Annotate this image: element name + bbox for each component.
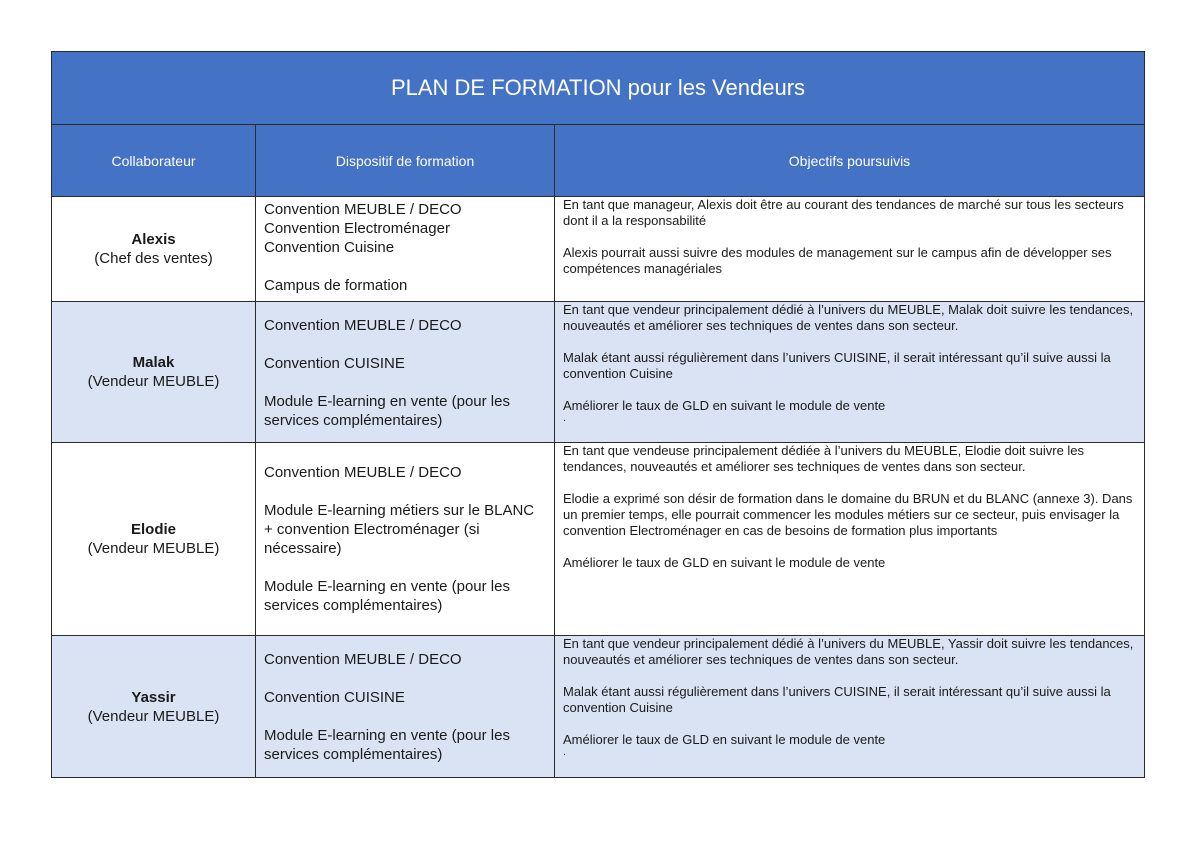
objectif-paragraph: En tant que manageur, Alexis doit être au courant des tendances de marché sur tous les secteurs dont il a la responsabilité [563,197,1124,228]
header-collaborateur: Collaborateur [52,125,256,196]
collaborateur-cell [52,302,256,442]
table-row-yassir [52,636,1144,777]
dispositif-item: Convention MEUBLE / DECO [264,317,462,334]
collaborateur-cell [52,636,256,777]
dispositif-cell [256,197,555,301]
objectifs-cell [555,443,1144,635]
objectif-paragraph: Elodie a exprimé son désir de formation dans le domaine du BRUN et du BLANC (annexe 3). Dans un premier temps, elle pourrait commencer les modules métiers sur ce secteur, puis envisager la convention Electroménager en cas de besoins de formation plus importants [563,491,1133,538]
table-title: PLAN DE FORMATION pour les Vendeurs [52,52,1144,125]
table-row-elodie [52,443,1144,636]
header-objectifs: Objectifs poursuivis [788,152,911,169]
collaborateur-name: Alexis [131,231,176,248]
objectif-paragraph: . [563,746,567,758]
dispositif-item: Module E-learning en vente (pour les services complémentaires) [264,393,510,429]
dispositif-cell [256,636,555,777]
dispositif-item: Convention MEUBLE / DECO [264,464,462,481]
objectif-paragraph: Alexis pourrait aussi suivre des modules de management sur le campus afin de développer ses compétences managériales [563,245,1112,276]
collaborateur-name: Malak [132,354,175,371]
objectif-paragraph: Améliorer le taux de GLD en suivant le module de vente [563,555,886,570]
collaborateur-role: (Vendeur MEUBLE) [87,373,220,390]
objectifs-cell [555,197,1144,301]
objectif-paragraph: Améliorer le taux de GLD en suivant le module de vente [563,398,886,413]
dispositif-item: Module E-learning en vente (pour les services complémentaires) [264,727,510,763]
collaborateur-name: Elodie [130,521,176,538]
column-header-row [52,125,1144,197]
collaborateur-role: (Vendeur MEUBLE) [87,707,220,725]
dispositif-item: Convention Cuisine [264,239,395,256]
objectif-paragraph: En tant que vendeur principalement dédié à l’univers du MEUBLE, Yassir doit suivre les tendances, nouveautés et améliorer ses techniques de ventes dans son secteur. [563,636,1134,667]
objectifs-cell [555,302,1144,442]
collaborateur-role: (Chef des ventes) [94,250,213,267]
objectif-paragraph: Améliorer le taux de GLD en suivant le module de vente [563,732,886,747]
collaborateur-name: Yassir [131,688,176,706]
objectifs-cell [555,636,1144,777]
training-plan-table [51,51,1145,778]
objectif-paragraph: Malak étant aussi régulièrement dans l’univers CUISINE, il serait intéressant qu’il suive aussi la convention Cuisine [563,350,1111,381]
collaborateur-role: (Vendeur MEUBLE) [87,540,220,557]
objectif-paragraph: En tant que vendeuse principalement dédiée à l’univers du MEUBLE, Elodie doit suivre les tendances, nouveautés et améliorer ses techniques de ventes dans son secteur. [563,443,1085,474]
table-row-alexis [52,197,1144,302]
table-row-malak [52,302,1144,443]
objectif-paragraph: En tant que vendeur principalement dédié à l’univers du MEUBLE, Malak doit suivre les tendances, nouveautés et améliorer ses techniques de ventes dans son secteur. [563,302,1134,333]
dispositif-item: Module E-learning métiers sur le BLANC + convention Electroménager (si nécessaire) [264,502,535,557]
collaborateur-cell [52,197,256,301]
objectif-paragraph: Malak étant aussi régulièrement dans l’univers CUISINE, il serait intéressant qu’il suive aussi la convention Cuisine [563,684,1111,715]
dispositif-cell [256,443,555,635]
dispositif-item: Convention Electroménager [264,220,450,237]
objectif-paragraph: . [563,412,567,424]
header-dispositif: Dispositif de formation [256,125,555,196]
dispositif-item: Module E-learning en vente (pour les services complémentaires) [264,578,510,614]
dispositif-item: Campus de formation [264,277,408,294]
dispositif-item: Convention MEUBLE / DECO [264,651,462,668]
dispositif-item: Convention CUISINE [264,355,405,372]
dispositif-item: Convention CUISINE [264,689,405,706]
dispositif-cell [256,302,555,442]
collaborateur-cell [52,443,256,635]
dispositif-item: Convention MEUBLE / DECO [264,201,462,218]
